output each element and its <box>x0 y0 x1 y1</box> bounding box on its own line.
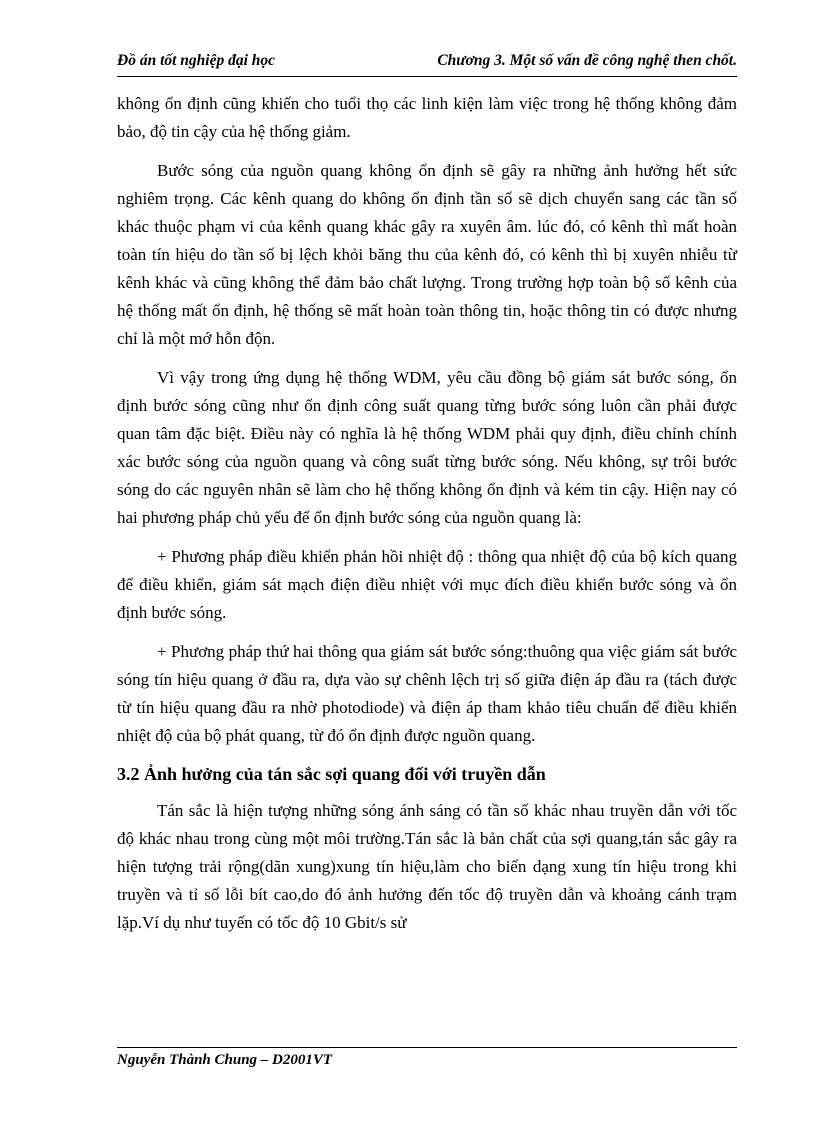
paragraph-method-two: + Phương pháp thứ hai thông qua giám sát bước sóng:thuông qua việc giám sát bước sóng tín hiệu quang ở đầu ra, dựa vào sự chênh lệch trị số giữa điện áp đầu ra (tách được từ tín hiệu quang đầu ra nhờ photodiode) và điện áp tham khảo tiêu chuẩn để điều khiển nhiệt độ của bộ phát quang, từ đó ổn định được nguồn quang. <box>117 642 737 745</box>
header-divider <box>117 76 737 77</box>
paragraph-method-one: + Phương pháp điều khiển phản hồi nhiệt độ : thông qua nhiệt độ của bộ kích quang để điều khiển, giám sát mạch điện điều nhiệt với mục đích điều khiển bước sóng và ổn định bước sóng. <box>117 547 737 622</box>
paragraph-wavelength-instability: Bước sóng của nguồn quang không ổn định sẽ gây ra những ảnh hưởng hết sức nghiêm trọng. Các kênh quang do không ổn định tần số sẽ dịch chuyển sang các tần số khác thuộc phạm vi của kênh quang khác gây ra xuyên âm. lúc đó, có kênh thì mất hoàn toàn tín hiệu do tần số bị lệch khỏi băng thu của kênh đó, có kênh thì bị xuyên nhiễu từ kênh khác và cũng không thể đảm bảo chất lượng. Trong trường hợp toàn bộ số kênh của hệ thống mất ổn định, hệ thống sẽ mất hoàn toàn thông tin, hoặc thông tin có được nhưng chỉ là một mớ hỗn độn. <box>117 161 737 348</box>
page-footer-author: Nguyễn Thành Chung – D2001VT <box>117 1052 333 1068</box>
page-header <box>117 52 737 76</box>
header-document-title: Đồ án tốt nghiệp đại học <box>117 52 276 69</box>
paragraph-dispersion: Tán sắc là hiện tượng những sóng ánh sáng có tần số khác nhau truyền dẫn với tốc độ khác nhau trong cùng một môi trường.Tán sắc là bản chất của sợi quang,tán sắc gây ra hiện tượng trải rộng(dãn xung)xung tín hiệu,làm cho biến dạng xung tín hiệu trong khi truyền và tỉ số lỗi bít cao,do đó ảnh hưởng đến tốc độ truyền dẫn và khoảng cánh trạm lặp.Ví dụ như tuyến có tốc độ 10 Gbit/s sử <box>117 801 737 932</box>
header-chapter-title: Chương 3. Một số vấn đề công nghệ then chốt. <box>437 52 737 69</box>
page-body <box>117 90 737 937</box>
footer-divider <box>117 1047 737 1048</box>
section-heading: 3.2 Ảnh hưởng của tán sắc sợi quang đối với truyền dẫn <box>117 764 546 784</box>
paragraph-wdm-requirements: Vì vậy trong ứng dụng hệ thống WDM, yêu cầu đồng bộ giám sát bước sóng, ổn định bước sóng cũng như ổn định công suất quang từng bước sóng luôn cần phải được quan tâm đặc biệt. Điều này có nghĩa là hệ thống WDM phải quy định, điều chỉnh chính xác bước sóng của nguồn quang và công suất từng bước sóng. Nếu không, sự trôi bước sóng do các nguyên nhân sẽ làm cho hệ thống không ổn định và kém tin cậy. Hiện nay có hai phương pháp chủ yếu để ổn định bước sóng của nguồn quang là: <box>117 368 737 527</box>
paragraph-continuation: không ổn định cũng khiến cho tuổi thọ các linh kiện làm việc trong hệ thống không đảm bảo, độ tin cậy của hệ thống giảm. <box>117 94 737 141</box>
